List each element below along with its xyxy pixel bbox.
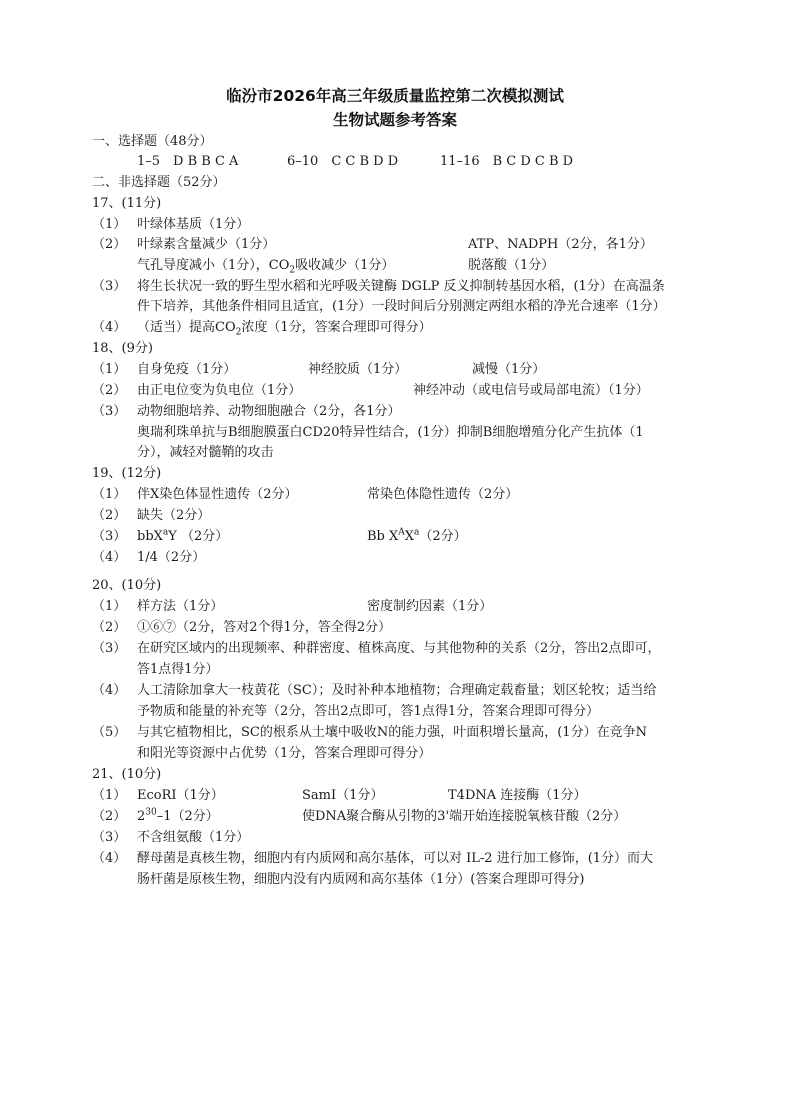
q19-part4-answer: 1/4（2分） — [137, 550, 206, 565]
q20-part2-answer: ①⑥⑦（2分，答对2个得1分，答全得2分） — [137, 620, 392, 635]
q21-part2-answer-b: 使DNA聚合酶从引物的3'端开始连接脱氧核苷酸（2分） — [302, 809, 627, 824]
q19-part2-number: （2） — [92, 508, 127, 523]
q19-heading: 19、(12分) — [92, 466, 162, 481]
q19-part2-answer: 缺失（2分） — [137, 508, 211, 523]
q21-part3-number: （3） — [92, 830, 127, 845]
q20-part1-answer-a: 样方法（1分） — [137, 599, 224, 614]
q18-part3-number: （3） — [92, 404, 127, 419]
q17-part4-answer: （适当）提高$CO_2$浓度（1分，答案合理即可得分） — [137, 320, 432, 338]
section-choice-heading: 一、选择题（48分） — [92, 134, 213, 149]
choice-answers-6-10: 6–10 C C B D D — [287, 154, 399, 169]
q21-part4-answer-line1: 酵母菌是真核生物，细胞内有内质网和高尔基体，可以对 IL-2 进行加工修饰，(1分）而大 — [137, 851, 654, 866]
q18-part2-answer-b: 神经冲动（或电信号或局部电流）（1分） — [413, 383, 649, 398]
choice-answers-1-5: 1–5 D B B C A — [137, 154, 239, 169]
q21-part4-answer-line2: 肠杆菌是原核生物，细胞内没有内质网和高尔基体（1分）(答案合理即可得分) — [137, 872, 585, 887]
q18-part2-number: （2） — [92, 383, 127, 398]
q17-part2-answer-b: ATP、NADPH（2分，各1分） — [468, 237, 653, 252]
q20-part4-number: （4） — [92, 683, 127, 698]
q17-part2-answer-a: 叶绿素含量减少（1分） — [137, 237, 276, 252]
q17-part3-number: （3） — [92, 279, 127, 294]
q17-part2-answer-d: 脱落酸（1分） — [468, 258, 555, 273]
q20-part5-number: （5） — [92, 725, 127, 740]
q21-part1-answer-b: SamI（1分） — [302, 788, 384, 803]
q20-heading: 20、(10分) — [92, 578, 162, 593]
q18-part1-answer-b: 神经胶质（1分） — [308, 362, 408, 377]
q20-part1-answer-b: 密度制约因素（1分） — [367, 599, 493, 614]
q19-part3-answer-b: Bb $X^AX^a(2$分） — [367, 527, 467, 544]
q19-part3-answer-a: bbX$^a$Y （2分） — [137, 527, 229, 544]
q19-part4-number: （4） — [92, 550, 127, 565]
q18-part3-answer-a: 动物细胞培养、动物细胞融合（2分，各1分） — [137, 404, 401, 419]
q21-part2-number: （2） — [92, 809, 127, 824]
q21-part1-answer-a: EcoRI（1分） — [137, 788, 224, 803]
q21-part1-number: （1） — [92, 788, 127, 803]
q20-part2-number: （2） — [92, 620, 127, 635]
q17-heading: 17、(11分) — [92, 196, 162, 211]
q17-part4-number: （4） — [92, 320, 127, 335]
q20-part4-answer-line1: 人工清除加拿大一枝黄花（SC）；及时补种本地植物；合理确定载畜量；划区轮牧；适当给 — [137, 683, 657, 698]
q18-heading: 18、(9分) — [92, 341, 153, 356]
q21-part3-answer: 不含组氨酸（1分） — [137, 830, 250, 845]
q19-part3-number: （3） — [92, 529, 127, 544]
q20-part4-answer-line2: 予物质和能量的补充等（2分，答出2点即可，答1点得1分，答案合理即可得分） — [137, 704, 600, 719]
q17-part3-answer-line2: 件下培养，其他条件相同且适宜，(1分）一段时间后分别测定两组水稻的净光合速率（1分） — [137, 299, 666, 314]
q20-part5-answer-line2: 和阳光等资源中占优势（1分，答案合理即可得分） — [137, 746, 432, 761]
q19-part1-answer-a: 伴X染色体显性遗传（2分） — [137, 487, 298, 502]
page-subtitle: 生物试题参考答案 — [332, 111, 457, 129]
q20-part1-number: （1） — [92, 599, 127, 614]
choice-answers-11-16: 11–16 B C D C B D — [440, 154, 574, 169]
q20-part3-answer-line2: 答1点得1分） — [137, 662, 219, 677]
section-nonchoice-heading: 二、非选择题（52分） — [92, 175, 226, 190]
page-title: 临汾市2026年高三年级质量监控第二次模拟测试 — [226, 87, 564, 105]
q21-part4-number: （4） — [92, 851, 127, 866]
q18-part1-answer-c: 减慢（1分） — [472, 362, 546, 377]
q17-part2-answer-c: 气孔导度减小（1分），$CO_2$吸收减少（1分） — [137, 258, 395, 276]
q20-part3-answer-line1: 在研究区域内的出现频率、种群密度、植株高度、与其他物种的关系（2分，答出2点即可， — [137, 641, 661, 656]
q17-part1-number: （1） — [92, 217, 127, 232]
q17-part3-answer-line1: 将生长状况一致的野生型水稻和光呼吸关键酶 DGLP 反义抑制转基因水稻，(1分）在高温条 — [137, 279, 665, 294]
q19-part1-answer-b: 常染色体隐性遗传（2分） — [367, 487, 519, 502]
q18-part3-answer-b-line2: 分），减轻对髓鞘的攻击 — [137, 445, 274, 460]
q18-part1-number: （1） — [92, 362, 127, 377]
q21-heading: 21、(10分) — [92, 767, 162, 782]
q21-part1-answer-c: T4DNA 连接酶（1分） — [448, 788, 587, 803]
q21-part2-answer-a: $2^{30}-1(2$分） — [137, 807, 219, 824]
q17-part2-number: （2） — [92, 237, 127, 252]
q20-part3-number: （3） — [92, 641, 127, 656]
q18-part3-answer-b-line1: 奥瑞利珠单抗与B细胞膜蛋白CD20特异性结合，(1分）抑制B细胞增殖分化产生抗体（1 — [137, 425, 644, 440]
q18-part1-answer-a: 自身免疫（1分） — [137, 362, 237, 377]
q17-part1-answer: 叶绿体基质（1分） — [137, 217, 250, 232]
q18-part2-answer-a: 由正电位变为负电位（1分） — [137, 383, 302, 398]
q20-part5-answer-line1: 与其它植物相比，SC的根系从土壤中吸收N的能力强，叶面积增长量高，(1分）在竞争N — [137, 725, 647, 740]
q19-part1-number: （1） — [92, 487, 127, 502]
